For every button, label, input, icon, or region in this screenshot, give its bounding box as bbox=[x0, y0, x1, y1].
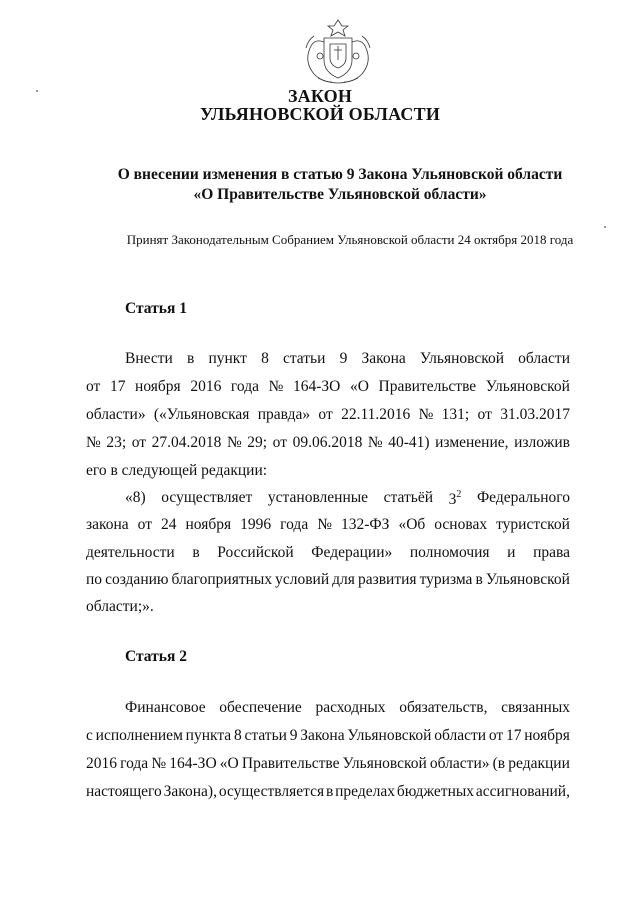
word: 31.03.2017 bbox=[500, 406, 570, 423]
word: 29; bbox=[247, 434, 268, 451]
word: статьёй bbox=[383, 489, 433, 506]
word: 2016 bbox=[190, 378, 222, 395]
word: № bbox=[226, 434, 242, 451]
word: связанных bbox=[501, 699, 570, 716]
word: № bbox=[367, 434, 383, 451]
scan-speck bbox=[36, 90, 38, 92]
word: деятельности bbox=[86, 544, 175, 561]
word: 17 bbox=[109, 378, 126, 395]
word: туризма bbox=[419, 571, 473, 588]
word: развития bbox=[357, 571, 417, 588]
word: Российской bbox=[217, 544, 294, 561]
word: № bbox=[151, 755, 167, 772]
word: № bbox=[86, 434, 101, 451]
text-line bbox=[86, 378, 570, 396]
word: пределах bbox=[335, 783, 395, 800]
word: 8 bbox=[261, 350, 269, 367]
word: 17 bbox=[505, 727, 522, 744]
scan-speck bbox=[604, 226, 606, 228]
word: 9 bbox=[339, 350, 348, 367]
word: $3^2$ bbox=[448, 489, 462, 508]
word: туристской bbox=[496, 516, 570, 533]
word: 164-ЗО bbox=[292, 378, 341, 395]
word: года bbox=[230, 378, 259, 395]
coat-of-arms-emblem bbox=[300, 16, 376, 88]
word: Закона bbox=[361, 350, 406, 367]
word: полномочия bbox=[409, 544, 490, 561]
word: Финансовое bbox=[125, 699, 206, 716]
word: пункт bbox=[208, 350, 247, 367]
word: Федерального bbox=[476, 489, 570, 506]
word: редакции bbox=[508, 755, 570, 772]
word: № bbox=[418, 406, 434, 423]
word: 132-ФЗ bbox=[341, 516, 390, 533]
word: ноября bbox=[524, 727, 570, 744]
word: 164-ЗО bbox=[169, 755, 217, 772]
word: условий bbox=[275, 571, 330, 588]
text-line bbox=[86, 783, 570, 801]
word: ассигнований, bbox=[475, 783, 570, 800]
law-title-line1: ЗАКОН bbox=[287, 86, 353, 106]
word: ноября bbox=[185, 516, 232, 533]
text-line: области;». bbox=[86, 598, 154, 615]
word: Ульяновской bbox=[342, 755, 427, 772]
word: созданию bbox=[105, 571, 169, 588]
word: статьи bbox=[282, 350, 326, 367]
word: Правительстве bbox=[378, 378, 477, 395]
word: основах bbox=[434, 516, 488, 533]
word: с bbox=[86, 727, 93, 744]
word: расходных bbox=[315, 699, 386, 716]
word: Ульяновской bbox=[419, 350, 505, 367]
word: благоприятных bbox=[171, 571, 273, 588]
word: Внести bbox=[125, 350, 173, 367]
word: от bbox=[86, 378, 101, 395]
word: 09.06.2018 bbox=[292, 434, 363, 451]
word: от bbox=[131, 434, 147, 451]
word: Закона bbox=[300, 727, 345, 744]
word: Закона), bbox=[163, 783, 217, 800]
text-line bbox=[86, 727, 570, 745]
word: 131; bbox=[441, 406, 470, 423]
word: обеспечение bbox=[219, 699, 302, 716]
word: (в bbox=[492, 755, 506, 772]
word: от bbox=[137, 516, 152, 533]
word: 22.11.2016 bbox=[341, 406, 411, 423]
word: «О bbox=[219, 755, 239, 772]
word: от bbox=[318, 406, 333, 423]
word: 1996 bbox=[240, 516, 272, 533]
article1-heading: Статья 1 bbox=[125, 300, 187, 317]
word: области» bbox=[86, 406, 146, 423]
superscript: 2 bbox=[456, 489, 462, 500]
word: от bbox=[488, 727, 504, 744]
word: «Об bbox=[398, 516, 426, 533]
word: в bbox=[192, 544, 200, 561]
text-line bbox=[86, 755, 570, 773]
word: исполнением bbox=[95, 727, 183, 744]
word: ноября bbox=[135, 378, 181, 395]
word: области bbox=[518, 350, 570, 367]
word: изложив bbox=[514, 434, 570, 451]
article2-heading: Статья 2 bbox=[125, 648, 187, 665]
word: Ульяновской bbox=[347, 727, 432, 744]
text-line bbox=[125, 489, 570, 509]
word: от bbox=[272, 434, 287, 451]
word: осуществляется bbox=[218, 783, 325, 800]
word: в bbox=[475, 571, 483, 588]
word: в bbox=[325, 783, 334, 800]
word: закона bbox=[86, 516, 129, 533]
word: статьи bbox=[244, 727, 287, 744]
word: 40-41) bbox=[388, 434, 430, 451]
word: «8) bbox=[125, 489, 146, 506]
text-line bbox=[125, 350, 570, 368]
word: «О bbox=[349, 378, 369, 395]
word: области bbox=[434, 727, 487, 744]
word: настоящего bbox=[86, 783, 162, 800]
word: для bbox=[332, 571, 355, 588]
word: («Ульяновская bbox=[153, 406, 250, 423]
word: года bbox=[120, 755, 149, 772]
text-line bbox=[86, 571, 570, 589]
adoption-note: Принят Законодательным Собранием Ульяновской области 24 октября 2018 года bbox=[126, 232, 574, 247]
text-line bbox=[86, 516, 570, 534]
text-line bbox=[86, 406, 570, 424]
word: года bbox=[280, 516, 309, 533]
word: Правительстве bbox=[241, 755, 340, 772]
word: правда» bbox=[257, 406, 311, 423]
word: в bbox=[187, 350, 195, 367]
word: № bbox=[317, 516, 332, 533]
word: установленные bbox=[267, 489, 369, 506]
word: права bbox=[533, 544, 570, 561]
word: обязательств, bbox=[399, 699, 488, 716]
word: 23; bbox=[106, 434, 127, 451]
word: Ульяновской bbox=[485, 378, 570, 395]
text-line bbox=[86, 544, 570, 562]
word: 2016 bbox=[86, 755, 117, 772]
word: осуществляет bbox=[161, 489, 253, 506]
word: Федерации» bbox=[311, 544, 393, 561]
word: № bbox=[268, 378, 284, 395]
text-line bbox=[86, 434, 570, 452]
word: Ульяновской bbox=[485, 571, 570, 588]
law-title-line2: УЛЬЯНОВСКОЙ ОБЛАСТИ bbox=[199, 104, 441, 124]
subject-line1: О внесении изменения в статью 9 Закона Ульяновской области bbox=[117, 166, 563, 183]
word: 24 bbox=[161, 516, 177, 533]
word: изменение, bbox=[435, 434, 509, 451]
word: бюджетных bbox=[396, 783, 475, 800]
word: области» bbox=[429, 755, 490, 772]
word: пункта bbox=[185, 727, 232, 744]
word: 27.04.2018 bbox=[151, 434, 222, 451]
word: 9 bbox=[289, 727, 298, 744]
word: 8 bbox=[233, 727, 242, 744]
subject-line2: «О Правительстве Ульяновской области» bbox=[193, 186, 487, 203]
text-line: его в следующей редакции: bbox=[86, 462, 268, 479]
text-line bbox=[125, 699, 570, 717]
word: по bbox=[86, 571, 103, 588]
word: от bbox=[477, 406, 492, 423]
word: и bbox=[507, 544, 516, 561]
